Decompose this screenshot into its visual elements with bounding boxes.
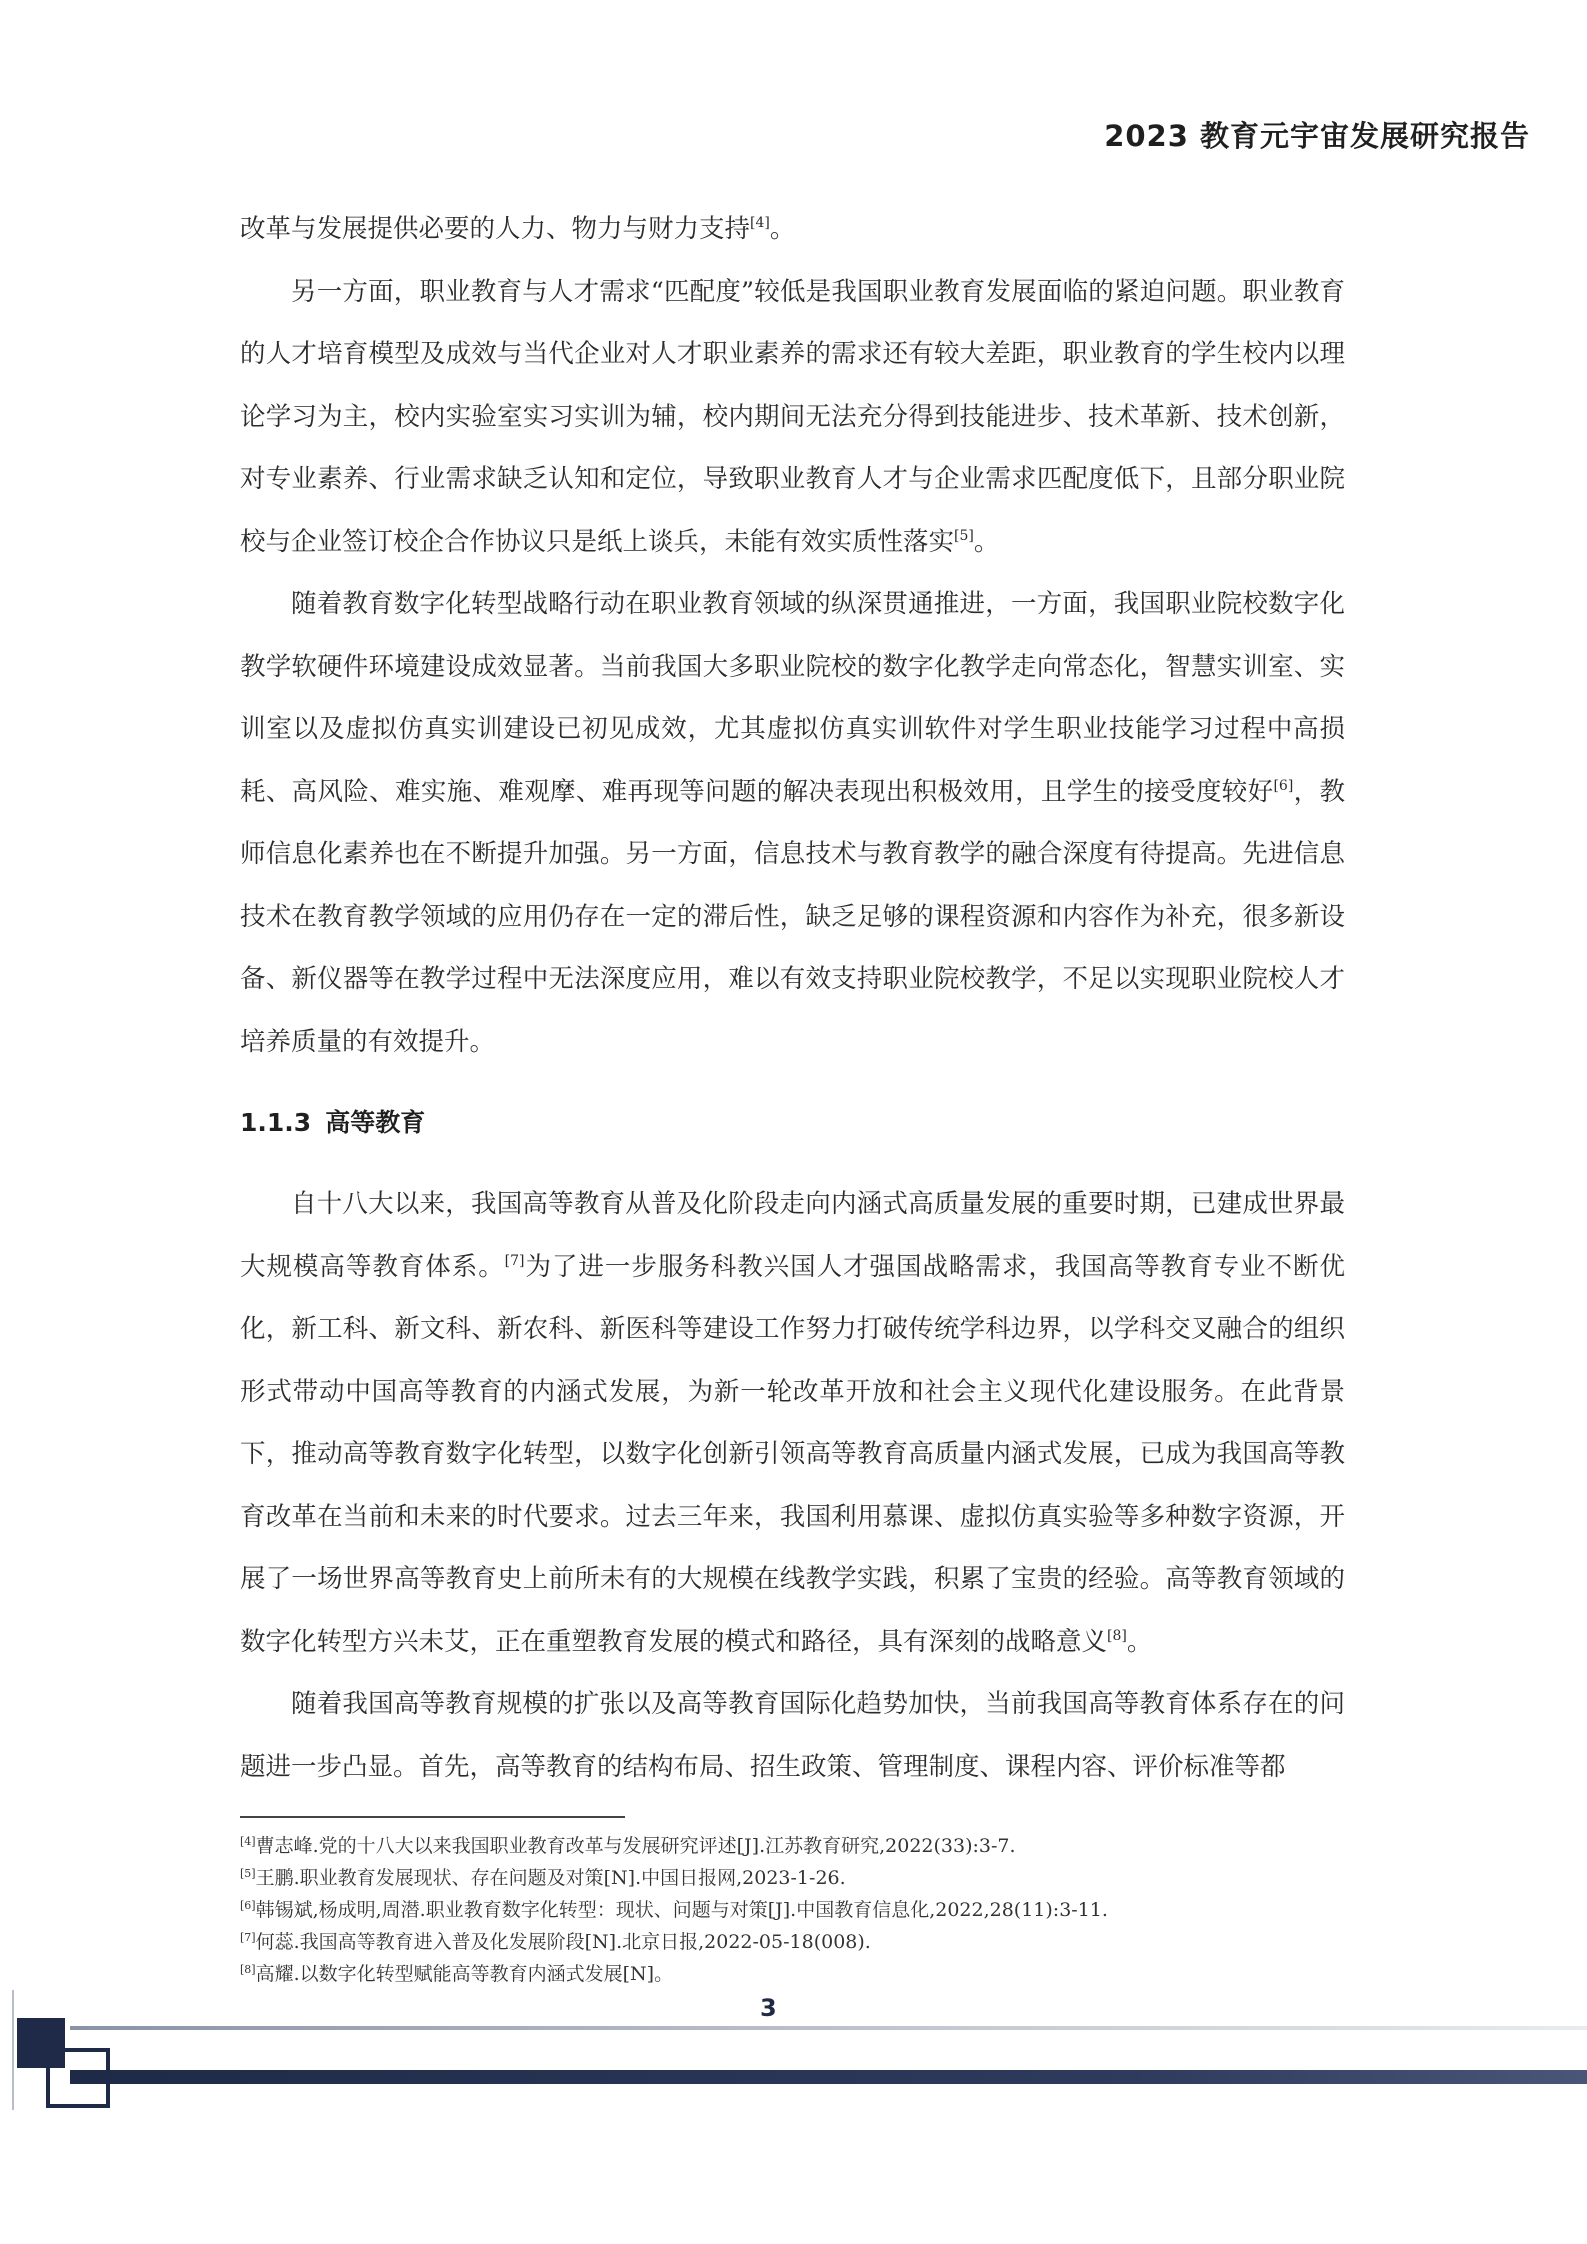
footnote-item [240,1862,1345,1894]
paragraph-5-text: 随着我国高等教育规模的扩张以及高等教育国际化趋势加快，当前我国高等教育体系存在的问题进一步凸显。首先，高等教育的结构布局、招生政策、管理制度、课程内容、评价标准等都 [240,1689,1345,1782]
citation-ref-4[interactable]: [4] [750,215,770,231]
footnote-mark: [5] [240,1867,256,1880]
footnote-item [240,1926,1345,1958]
citation-ref-7[interactable]: [7] [504,1252,525,1269]
footnote-item [240,1894,1345,1926]
paragraph-4-text-b: 为了进一步服务科教兴国人才强国战略需求，我国高等教育专业不断优化，新工科、新文科、新农科、新医科等建设工作努力打破传统学科边界，以学科交叉融合的组织形式带动中国高等教育的内涵式发展，为新一轮改革开放和社会主义现代化建设服务。在此背景下，推动高等教育数字化转型，以数字化创新引领高等教育高质量内涵式发展，已成为我国高等教育改革在当前和未来的时代要求。过去三年来，我国利用慕课、虚拟仿真实验等多种数字资源，开展了一场世界高等教育史上前所未有的大规模在线教学实践，积累了宝贵的经验。高等教育领域的数字化转型方兴未艾，正在重塑教育发展的模式和路径，具有深刻的战略意义 [240,1251,1345,1657]
citation-ref-8[interactable]: [8] [1107,1627,1127,1644]
paragraph-4-text-a: 自十八大以来，我国高等教育从普及化阶段走向内涵式高质量发展的重要时期，已建成世界最大规模高等教育体系。 [240,1189,1345,1282]
footnote-mark: [7] [240,1931,256,1944]
report-header-title: 2023 教育元宇宙发展研究报告 [1104,119,1530,153]
paragraph-2-tail: 。 [973,526,1000,557]
paragraph-2 [240,261,1345,574]
page-number: 3 [760,1994,777,2022]
paragraph-1-text: 改革与发展提供必要的人力、物力与财力支持 [240,214,751,244]
paragraph-3-text-b: ，教师信息化素养也在不断提升加强。另一方面，信息技术与教育教学的融合深度有待提高。先进信息技术在教育教学领域的应用仍存在一定的滞后性，缺乏足够的课程资源和内容作为补充，很多新设备、新仪器等在教学过程中无法深度应用，难以有效支持职业院校教学，不足以实现职业院校人才培养质量的有效提升。 [240,776,1345,1057]
paragraph-4 [240,1173,1345,1673]
paragraph-4-tail: 。 [1126,1626,1153,1657]
footnote-text: 高耀.以数字化转型赋能高等教育内涵式发展[N]。 [255,1963,674,1985]
footnote-mark: [6] [240,1899,256,1912]
section-title: 高等教育 [325,1108,426,1137]
section-heading [240,1103,1345,1143]
paragraph-5 [240,1673,1345,1798]
footnote-mark: [8] [240,1963,256,1976]
footnote-text: 王鹏.职业教育发展现状、存在问题及对策[N].中国日报网,2023-1-26. [255,1867,846,1889]
footnote-text: 曹志峰.党的十八大以来我国职业教育改革与发展研究评述[J].江苏教育研究,2022(33):3-7. [255,1835,1016,1857]
footnote-item [240,1830,1345,1862]
citation-ref-5[interactable]: [5] [954,527,974,544]
decorative-square-outline [46,2048,110,2108]
footnote-item [240,1958,1345,1990]
footnote-text: 韩锡斌,杨成明,周潜.职业教育数字化转型：现状、问题与对策[J].中国教育信息化,2022,28(11):3-11. [255,1899,1108,1921]
paragraph-1-tail: 。 [769,214,796,244]
paragraph-1 [240,198,1345,261]
paragraph-3 [240,573,1345,1073]
paragraph-3-text-a: 随着教育数字化转型战略行动在职业教育领域的纵深贯通推进，一方面，我国职业院校数字化教学软硬件环境建设成效显著。当前我国大多职业院校的数字化教学走向常态化，智慧实训室、实训室以及虚拟仿真实训建设已初见成效，尤其虚拟仿真实训软件对学生职业技能学习过程中高损耗、高风险、难实施、难观摩、难再现等问题的解决表现出积极效用，且学生的接受度较好 [240,589,1345,807]
citation-ref-6[interactable]: [6] [1273,777,1294,794]
paragraph-2-text: 另一方面，职业教育与人才需求“匹配度”较低是我国职业教育发展面临的紧迫问题。职业教育的人才培育模型及成效与当代企业对人才职业素养的需求还有较大差距，职业教育的学生校内以理论学习为主，校内实验室实习实训为辅，校内期间无法充分得到技能进步、技术革新、技术创新，对专业素养、行业需求缺乏认知和定位，导致职业教育人才与企业需求匹配度低下，且部分职业院校与企业签订校企合作协议只是纸上谈兵，未能有效实质性落实 [240,276,1345,557]
page-body [240,198,1345,1798]
footnote-mark: [4] [240,1835,256,1848]
footnote-text: 何蕊.我国高等教育进入普及化发展阶段[N].北京日报,2022-05-18(008). [255,1931,871,1953]
footnotes [240,1830,1345,1990]
section-number: 1.1.3 [240,1108,312,1137]
decorative-edge-line [12,1990,14,2110]
decorative-thick-rule [70,2070,1587,2084]
footnote-divider [240,1816,625,1818]
decorative-thin-rule [70,2026,1587,2030]
